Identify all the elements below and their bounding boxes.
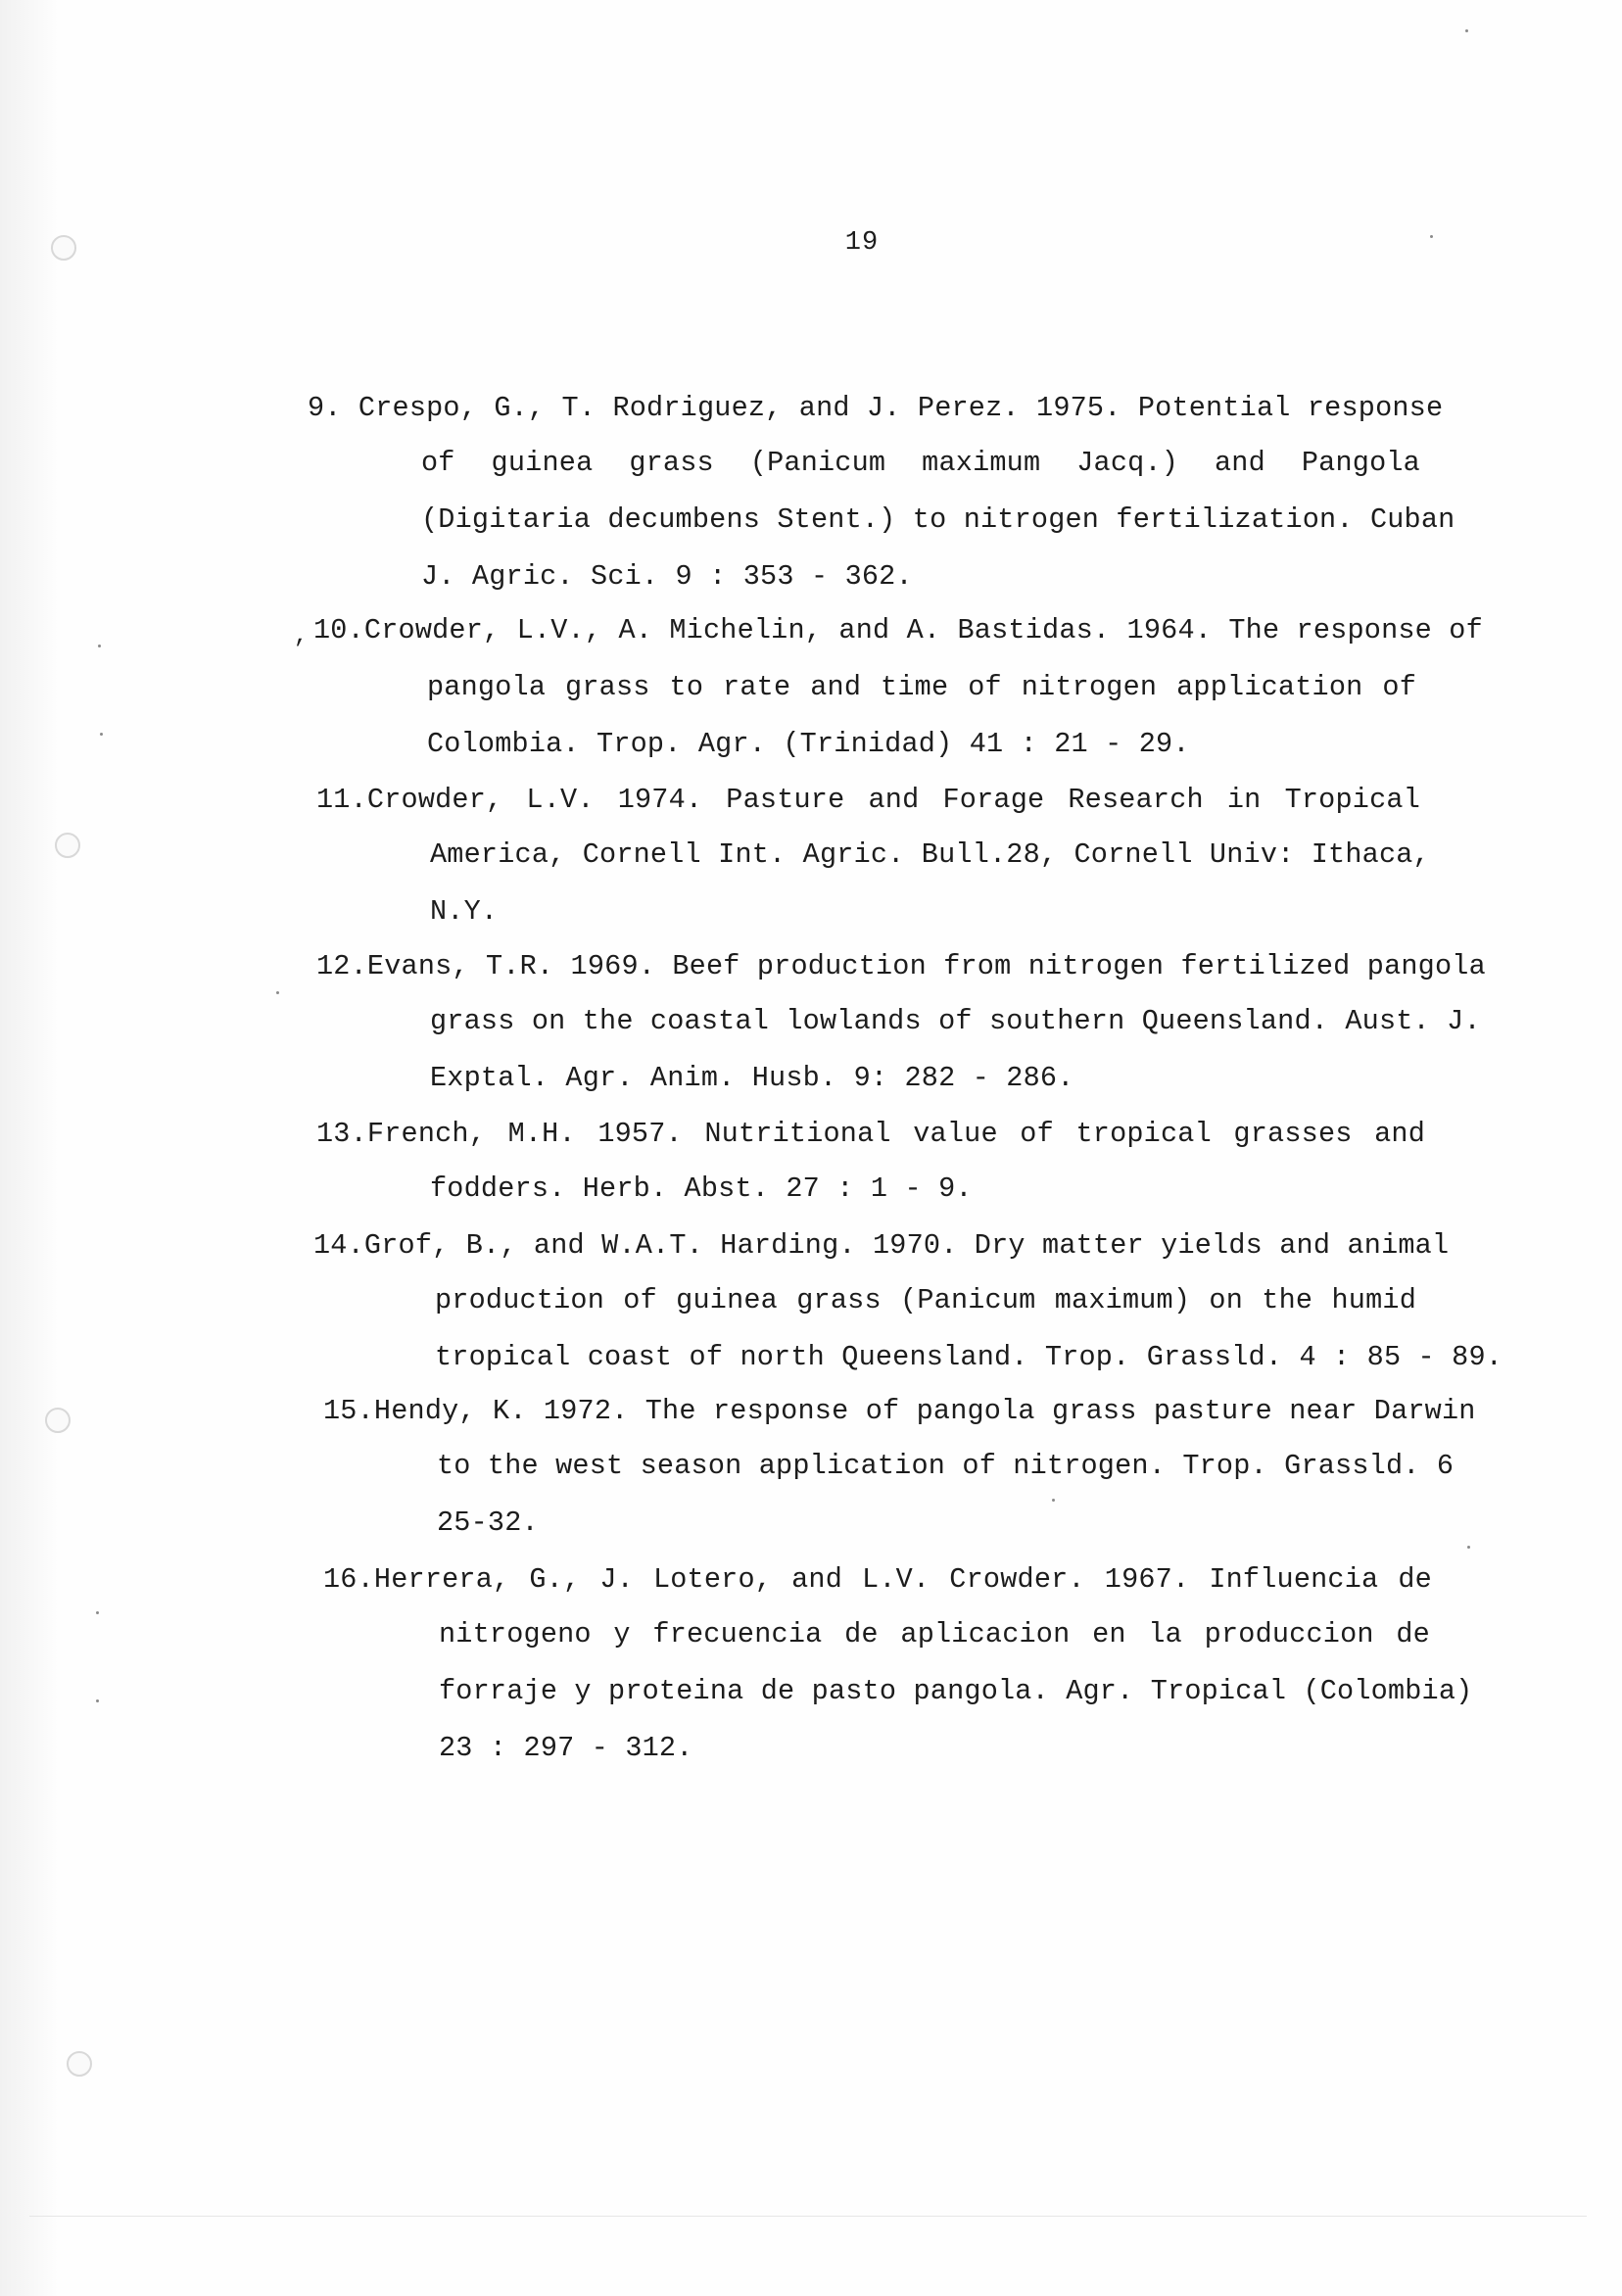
reference-line: 12.Evans, T.R. 1969. Beef production from nitrogen fertilized pangola <box>316 950 1486 982</box>
reference-line: fodders. Herb. Abst. 27 : 1 - 9. <box>430 1172 973 1205</box>
reference-line: 14.Grof, B., and W.A.T. Harding. 1970. Dry matter yields and animal <box>313 1229 1450 1262</box>
reference-line: 10.Crowder, L.V., A. Michelin, and A. Bastidas. 1964. The response of <box>313 614 1483 646</box>
reference-line: 15.Hendy, K. 1972. The response of pangola grass pasture near Darwin <box>323 1395 1476 1427</box>
reference-line: forraje y proteina de pasto pangola. Agr. Tropical (Colombia) <box>439 1675 1473 1707</box>
reference-line: 25-32. <box>437 1507 539 1539</box>
reference-line: pangola grass to rate and time of nitrogen application of <box>427 671 1416 703</box>
page-number: 19 <box>844 228 880 258</box>
reference-line: N.Y. <box>430 895 499 928</box>
reference-line: 13.French, M.H. 1957. Nutritional value of tropical grasses and <box>316 1118 1425 1150</box>
reference-line: 23 : 297 - 312. <box>439 1732 693 1764</box>
reference-line: (Digitaria decumbens Stent.) to nitrogen fertilization. Cuban <box>421 503 1455 536</box>
reference-line: grass on the coastal lowlands of southern Queensland. Aust. J. <box>430 1005 1481 1037</box>
reference-line: 16.Herrera, G., J. Lotero, and L.V. Crowder. 1967. Influencia de <box>323 1563 1432 1596</box>
reference-line: 11.Crowder, L.V. 1974. Pasture and Forage Research in Tropical <box>316 784 1420 816</box>
reference-line: to the west season application of nitrogen. Trop. Grassld. 6 <box>437 1450 1455 1482</box>
reference-line: of guinea grass (Panicum maximum Jacq.) and Pangola <box>421 447 1420 479</box>
reference-line: nitrogeno y frecuencia de aplicacion en la produccion de <box>439 1618 1430 1650</box>
reference-line: tropical coast of north Queensland. Trop. Grassld. 4 : 85 - 89. <box>435 1341 1503 1373</box>
reference-line: America, Cornell Int. Agric. Bull.28, Cornell Univ: Ithaca, <box>430 838 1430 871</box>
reference-line: production of guinea grass (Panicum maximum) on the humid <box>435 1284 1416 1316</box>
scan-bottom-edge <box>29 2216 1587 2217</box>
reference-line: J. Agric. Sci. 9 : 353 - 362. <box>421 560 913 593</box>
reference-line: Colombia. Trop. Agr. (Trinidad) 41 : 21 - 29. <box>427 728 1190 760</box>
reference-line: 9. Crespo, G., T. Rodriguez, and J. Perez. 1975. Potential response <box>308 392 1444 424</box>
reference-line: Exptal. Agr. Anim. Husb. 9: 282 - 286. <box>430 1062 1074 1094</box>
margin-mark: , <box>294 623 309 649</box>
